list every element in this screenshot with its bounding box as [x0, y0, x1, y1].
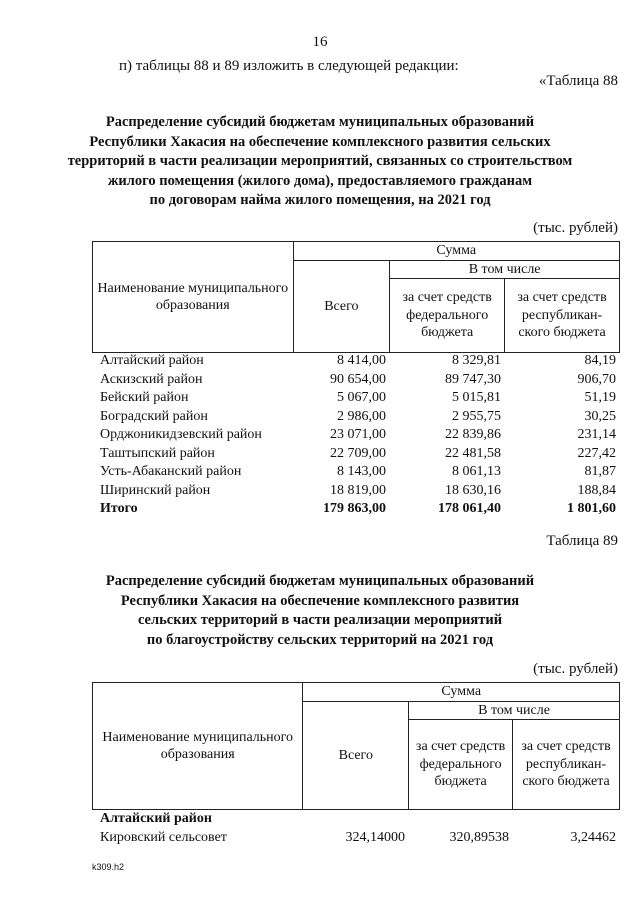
table88-title-line: жилого помещения (жилого дома), предоставляемого гражданам [107, 172, 533, 189]
table89-body [92, 810, 620, 847]
table89-header-name: Наименование муниципального образования [93, 683, 303, 810]
table88-body [92, 352, 620, 519]
table88-title [0, 113, 640, 211]
table89-header-total: Всего [303, 701, 409, 810]
table-row: Орджоникидзевский район 23 071,00 22 839,86 231,14 [100, 427, 616, 442]
table-row: Кировский сельсовет 324,14000 320,89538 3,24462 [100, 829, 616, 845]
table89-title-line: Распределение субсидий бюджетам муниципальных образований [105, 573, 535, 589]
table89-header-federal: за счет средств федерального бюджета [409, 720, 513, 810]
table-row: Боградский район 2 986,00 2 955,75 30,25 [100, 408, 616, 424]
table88-label: «Таблица 88 [538, 73, 618, 89]
table88-header [92, 241, 620, 353]
table-row: Ширинский район 18 819,00 18 630,16 188,84 [100, 482, 616, 498]
table88-title-line: Республики Хакасия на обеспечение комплексного развития сельских [89, 133, 551, 150]
table-row: Аскизский район 90 654,00 89 747,30 906,70 [100, 371, 616, 387]
table89-header-republic: за счет средств республикан-ского бюджета [513, 720, 620, 810]
table-row: Таштыпский район 22 709,00 22 481,58 227,42 [100, 445, 616, 461]
table89-title-line: сельских территорий в части реализации мероприятий [137, 612, 503, 628]
table88-header-sum: Сумма [293, 242, 619, 261]
table-row: Бейский район 5 067,00 5 015,81 51,19 [100, 390, 616, 405]
table89-header-sum: Сумма [303, 683, 620, 702]
table89-title [0, 572, 640, 650]
table-row: Алтайский район 8 414,00 8 329,81 84,19 [100, 353, 616, 368]
table89-header [92, 682, 620, 810]
table88-units: (тыс. рублей) [533, 220, 618, 236]
table88-title-line: по договорам найма жилого помещения, на 2021 год [149, 192, 491, 208]
table89-header-including: В том числе [409, 701, 620, 720]
page-number: 16 [312, 34, 328, 50]
table88-header-total: Всего [293, 260, 390, 353]
table-group-row: Алтайский район [100, 811, 212, 826]
table88-title-line: Распределение субсидий бюджетам муниципальных образований [105, 114, 535, 130]
table88-header-republic: за счет средств республикан-ского бюджета [505, 279, 620, 353]
footer-code: k309.h2 [92, 862, 125, 872]
table89-title-line: Республики Хакасия на обеспечение комплексного развития [120, 592, 520, 609]
table88-header-name: Наименование муниципального образования [93, 242, 294, 353]
table-row: Усть-Абаканский район 8 143,00 8 061,13 81,87 [100, 464, 616, 479]
table88-header-including: В том числе [390, 260, 620, 279]
table88-header-federal: за счет средств федерального бюджета [390, 279, 505, 353]
table89-units: (тыс. рублей) [533, 661, 618, 677]
table-total-row: Итого 179 863,00 178 061,40 1 801,60 [100, 501, 616, 516]
table89-label: Таблица 89 [546, 533, 618, 549]
table89-title-line: по благоустройству сельских территорий на 2021 год [146, 631, 494, 648]
table88-title-line: территорий в части реализации мероприятий, связанных со строительством [67, 153, 573, 169]
intro-text: п) таблицы 88 и 89 изложить в следующей редакции: [119, 58, 459, 74]
